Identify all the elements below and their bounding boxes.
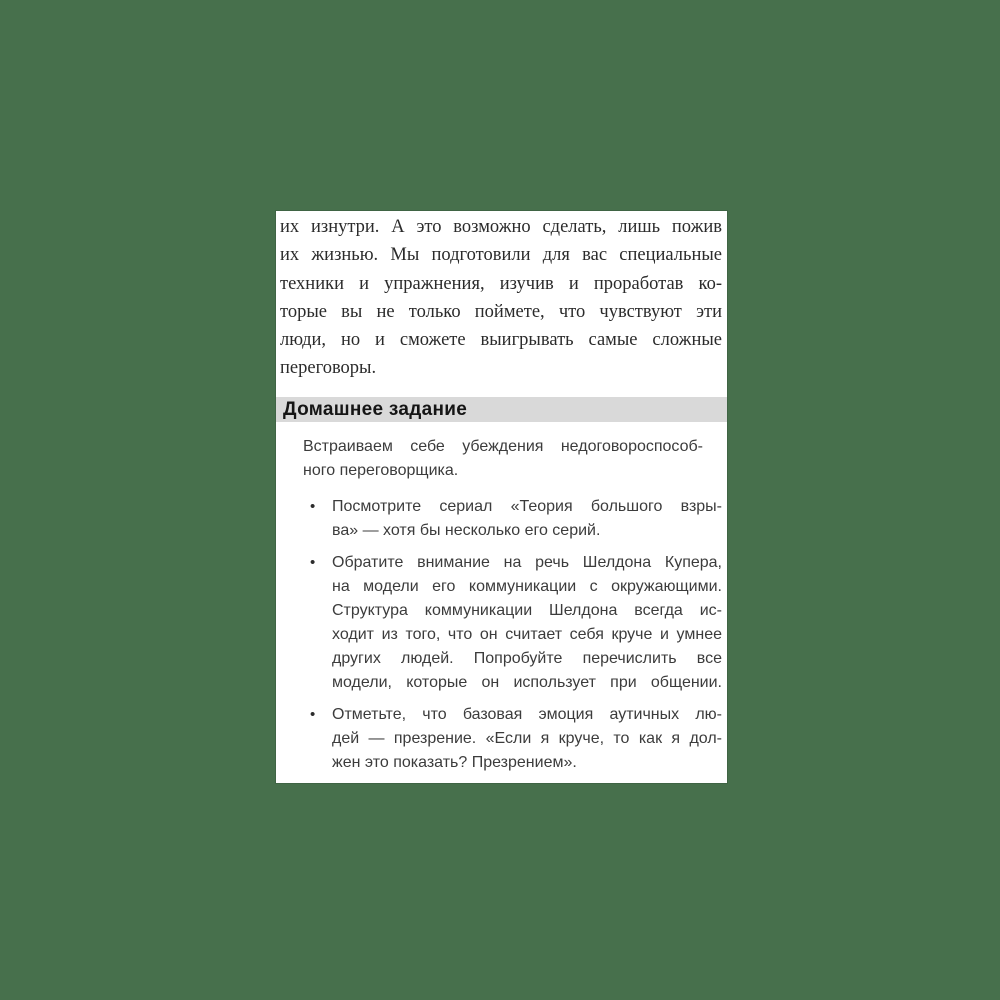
text-line: Встраиваем себе убеждения недоговороспособ- xyxy=(303,437,703,455)
section-heading-bar xyxy=(276,397,727,422)
text-line: дей — презрение. «Если я круче, то как я дол- xyxy=(332,729,722,747)
text-line: Отметьте, что базовая эмоция аутичных лю- xyxy=(332,705,722,723)
text-line: их жизнью. Мы подготовили для вас специальные xyxy=(280,245,722,266)
text-line: торые вы не только поймете, что чувствуют эти xyxy=(280,301,722,322)
text-line: Структура коммуникации Шелдона всегда ис- xyxy=(332,601,722,619)
text-line: техники и упражнения, изучив и проработав ко- xyxy=(280,273,722,294)
text-line: их изнутри. А это возможно сделать, лишь пожив xyxy=(280,217,722,237)
bullet-icon: • xyxy=(310,705,316,723)
text-line: других людей. Попробуйте перечислить все xyxy=(332,649,722,667)
text-line: Обратите внимание на речь Шелдона Купера, xyxy=(332,553,722,571)
bullet-item xyxy=(310,495,722,543)
intro-paragraph xyxy=(280,213,722,383)
text-line: ходит из того, что он считает себя круче и умнее xyxy=(332,625,722,643)
bullet-item xyxy=(310,703,722,775)
text-line: ва» — хотя бы несколько его серий. xyxy=(332,521,601,539)
text-line: люди, но и сможете выигрывать самые сложные xyxy=(280,330,722,351)
text-line: ного переговорщика. xyxy=(303,461,459,479)
lead-paragraph xyxy=(303,435,703,483)
text-line: переговоры. xyxy=(280,358,377,379)
section-heading: Домашнее задание xyxy=(283,398,468,420)
text-line: жен это показать? Презрением». xyxy=(332,753,577,771)
bullet-list xyxy=(276,495,727,775)
text-line: на модели его коммуникации с окружающими. xyxy=(332,577,722,595)
book-page xyxy=(276,211,727,783)
bullet-item xyxy=(310,551,722,695)
bullet-icon: • xyxy=(310,553,316,571)
text-line: Посмотрите сериал «Теория большого взры- xyxy=(332,497,722,515)
bullet-icon: • xyxy=(310,497,316,515)
text-line: модели, которые он использует при общении. xyxy=(332,673,722,691)
